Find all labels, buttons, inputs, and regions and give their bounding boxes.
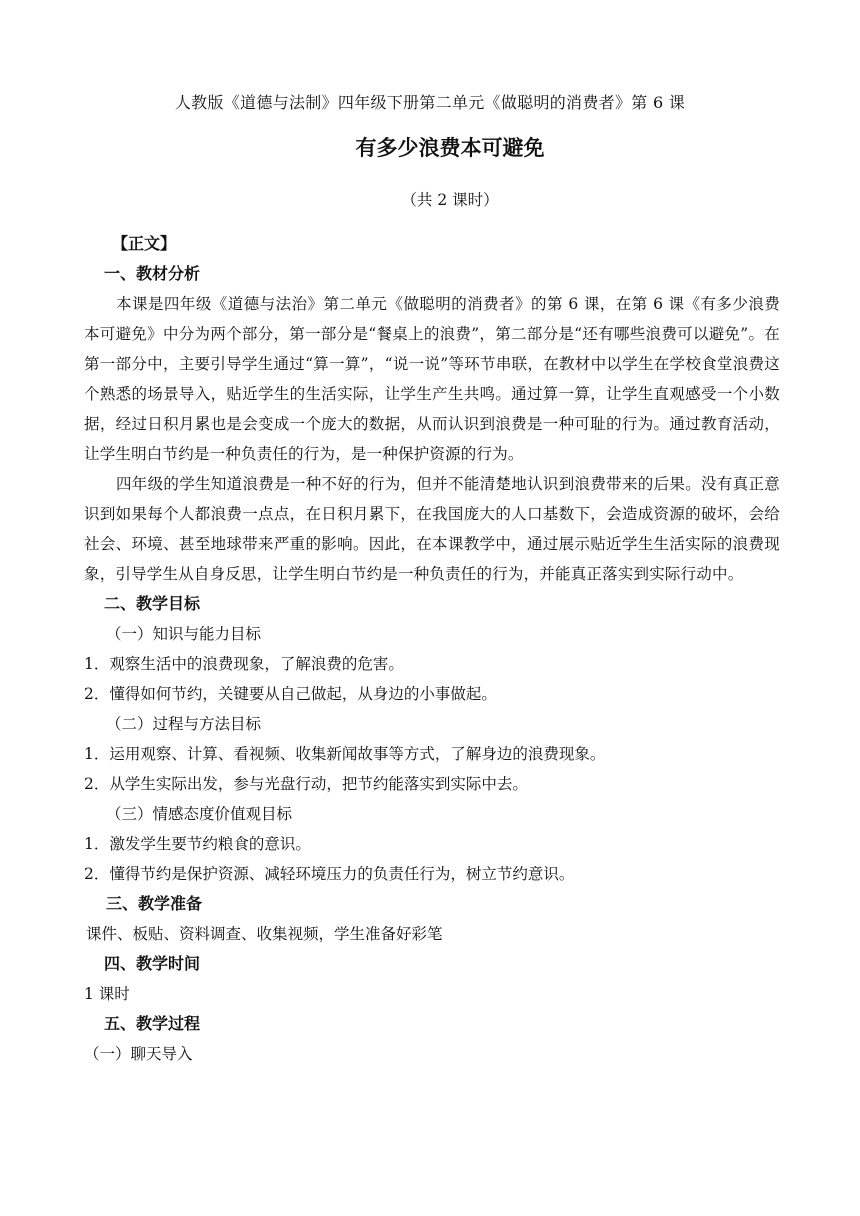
process-subheading-intro: （一）聊天导入 xyxy=(84,1045,193,1063)
objective-item: 2．从学生实际出发，参与光盘行动，把节约能落实到实际中去。 xyxy=(84,775,528,793)
document-subtitle: （共 2 课时） xyxy=(401,191,499,209)
objective-item: 1．激发学生要节约粮食的意识。 xyxy=(84,835,311,853)
analysis-paragraph-2: 四年级的学生知道浪费是一种不好的行为，但并不能清楚地认识到浪费带来的后果。没有真正意识到如果每个人都浪费一点点，在日积月累下，在我国庞大的人口基数下，会造成资源的破坏，会给社会、环境、甚至地球带来严重的影响。因此，在本课教学中，通过展示贴近学生生活实际的浪费现象，引导学生从自身反思，让学生明白节约是一种负责任的行为，并能真正落实到实际行动中。 xyxy=(84,475,780,583)
objective-item: 2．懂得如何节约，关键要从自己做起，从身边的小事做起。 xyxy=(84,685,497,703)
document-body xyxy=(84,229,780,1069)
objective-subheading-process: （二）过程与方法目标 xyxy=(106,715,262,733)
document-title: 有多少浪费本可避免 xyxy=(355,136,545,160)
section-heading-analysis: 一、教材分析 xyxy=(104,264,201,283)
section-heading-preparation: 三、教学准备 xyxy=(106,894,203,913)
objective-item: 1．运用观察、计算、看视频、收集新闻故事等方式，了解身边的浪费现象。 xyxy=(84,745,606,763)
time-text: 1 课时 xyxy=(84,985,130,1003)
analysis-paragraphs xyxy=(84,289,780,589)
objective-subheading-knowledge: （一）知识与能力目标 xyxy=(106,625,262,643)
section-heading-process: 五、教学过程 xyxy=(104,1014,201,1033)
preparation-text: 课件、板贴、资料调查、收集视频，学生准备好彩笔 xyxy=(86,925,443,943)
section-heading-time: 四、教学时间 xyxy=(104,954,201,973)
objective-item: 1．观察生活中的浪费现象，了解浪费的危害。 xyxy=(84,655,404,673)
document-header: 人教版《道德与法制》四年级下册第二单元《做聪明的消费者》第 6 课 xyxy=(174,93,686,112)
objective-subheading-attitude: （三）情感态度价值观目标 xyxy=(106,805,293,823)
section-heading-objectives: 二、教学目标 xyxy=(104,594,201,613)
objective-item: 2．懂得节约是保护资源、减轻环境压力的负责任行为，树立节约意识。 xyxy=(84,865,575,883)
analysis-paragraph-1: 本课是四年级《道德与法治》第二单元《做聪明的消费者》的第 6 课，在第 6 课《有多少浪费本可避免》中分为两个部分，第一部分是“餐桌上的浪费”，第二部分是“还有哪些浪费可以避免”。在第一部分中，主要引导学生通过“算一算”，“说一说”等环节串联，在教材中以学生在学校食堂浪费这个熟悉的场景导入，贴近学生的生活实际，让学生产生共鸣。通过算一算，让学生直观感受一个小数据，经过日积月累也是会变成一个庞大的数据，从而认识到浪费是一种可耻的行为。通过教育活动，让学生明白节约是一种负责任的行为，是一种保护资源的行为。 xyxy=(84,295,780,463)
body-marker: 【正文】 xyxy=(112,234,177,253)
